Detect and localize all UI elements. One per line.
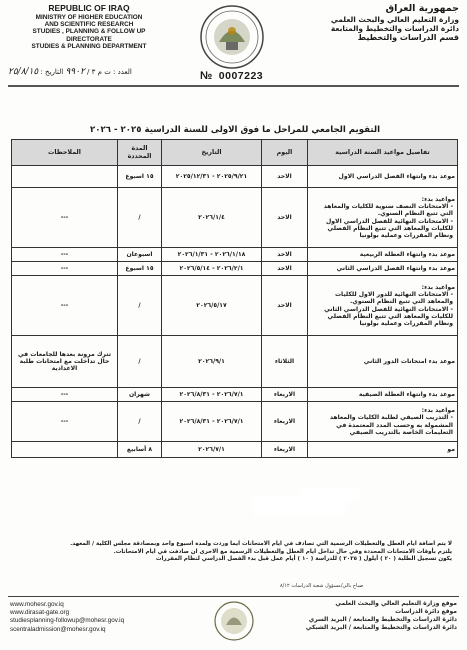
detail-cell [308, 262, 458, 276]
detail-cell [308, 188, 458, 248]
detail-item: - الامتحانات النهائية للفصل الدراسي الثاني للكليات والمعاهد التي تتبع النظام الفصلي ونظام المقررات وعملية بولونيا [310, 306, 453, 328]
serial-number [200, 70, 263, 82]
detail-cell [308, 402, 458, 442]
detail-title: مواعيد بدء: [421, 406, 455, 414]
redaction-blur [300, 488, 360, 502]
note-line: يلتزم بأوقات الامتحانات المحددة وفي حال تداخل ايام العطل والتعطيلات الرسمية مع الاخرى ان صادفت في ايام الامتحانات. [113, 548, 452, 555]
column-header: المدة المحددة [118, 140, 162, 166]
table-header-row [12, 140, 458, 166]
header-divider [8, 85, 459, 87]
header-ar-line: جمهورية العراق [385, 3, 459, 14]
date-cell: ٢٠٢٦/٢/١ - ٢٠٢٦/٥/١٤ [162, 262, 262, 276]
notes-cell: --- [12, 188, 118, 248]
detail-item: - التدريب الصيفي لطلبة الكليات والمعاهد المشمولة به وحسب المدد المعتمدة في التعليمات الخاصة بالتدريب الصيفي [310, 414, 453, 436]
column-header: اليوم [262, 140, 308, 166]
numero-sign: № [200, 70, 213, 82]
ministry-seal-icon [199, 4, 265, 70]
notes-cell [12, 442, 118, 458]
day-cell: الاربعاء [262, 388, 308, 402]
footer-link[interactable]: www.dirasat-gate.org [10, 609, 70, 617]
header-en-line: STUDIES , PLANNING & FOLLOW UP DIRECTORATE [32, 28, 146, 43]
column-header: تفاصيل مواعيد السنة الدراسية [308, 140, 458, 166]
header-ar-line: وزارة التعليم العالي والبحث العلمي [330, 14, 459, 24]
date-cell: ٢٠٢٦/١/٤ [162, 188, 262, 248]
footer-link[interactable]: www.mohesr.gov.iq [10, 601, 64, 608]
duration-cell: / [118, 276, 162, 336]
header-en-line: STUDIES & PLANNING DEPARTMENT [31, 43, 147, 51]
table-row [12, 166, 458, 188]
column-header: الملاحظات [12, 140, 118, 166]
duration-cell: / [118, 402, 162, 442]
date-cell: ٢٠٢٦/١/١٨ - ٢٠٢٦/١/٣١ [162, 248, 262, 262]
detail-list [310, 414, 455, 436]
detail-title: مواعيد بدء: [421, 283, 455, 291]
footer-link[interactable]: studiesplanning-followup@mohesr.gov.iq [10, 617, 125, 625]
footer-label: موقع وزارة التعليم العالي والبحث العلمي [335, 600, 457, 607]
duration-cell: / [118, 188, 162, 248]
detail-cell [308, 248, 458, 262]
header-en-line: REPUBLIC OF IRAQ [48, 3, 130, 13]
date-cell: ٢٠٢٦/٧/١ - ٢٠٢٦/٨/٣١ [162, 402, 262, 442]
column-header: التاريخ [162, 140, 262, 166]
notes-cell: --- [12, 388, 118, 402]
footer-label: موقع دائرة الدراسات [395, 607, 457, 615]
table-row [12, 276, 458, 336]
detail-title: موعد بدء وانتهاء العطلة الربيعية [359, 250, 455, 258]
footer-link[interactable]: scentraladmission@mohesr.gov.iq [10, 625, 106, 633]
detail-title: موعد بدء امتحانات الدور الثاني [363, 357, 455, 365]
day-cell: الثلاثاء [262, 336, 308, 388]
calendar-table [11, 139, 458, 458]
detail-item: - الامتحانات النهائية للدور الاول للكليات والمعاهد التي تتبع النظام السنوي. [310, 291, 453, 306]
reference-number: ٩٩٠٢ [65, 67, 85, 77]
detail-cell [308, 166, 458, 188]
table-row [12, 248, 458, 262]
note-line: لا يتم اضافة ايام العطل والتعطيلات الرسمية التي تصادف في ايام الامتحانات ايما وردت ولمدة اسبوع واحد وبمصادقة مجلس الكلية / المعهد. [70, 541, 452, 547]
detail-cell [308, 442, 458, 458]
detail-list [310, 291, 455, 328]
reference-line [8, 67, 208, 81]
reference-label: العدد : ت م ٣ / [87, 68, 132, 76]
reference-date: ٢٥/٨/١٥ [8, 67, 39, 77]
duration-cell: شهران [118, 388, 162, 402]
table-row [12, 442, 458, 458]
detail-title: موعد بدء وانتهاء الفصل الدراسي الاول [338, 172, 455, 180]
detail-title: مو [447, 445, 455, 453]
table-row [12, 336, 458, 388]
detail-title: موعد بدء وانتهاء العطلة الصيفية [358, 390, 455, 398]
duration-cell: ١٥ اسبوع [118, 166, 162, 188]
footer-labels [272, 600, 457, 632]
header-ar-line: دائرة الدراسات والتخطيط والمتابعة [330, 24, 459, 34]
day-cell: الاربعاء [262, 442, 308, 458]
day-cell: الاحد [262, 276, 308, 336]
detail-item: - الامتحانات النهائية للفصل الدراسي الاول للكليات والمعاهد التي تتبع النظام الفصلي ونظام المقررات وعملية بولونيا [310, 218, 453, 240]
detail-item: - الامتحانات النصف سنوية للكليات والمعاهد التي تتبع النظام السنوي. [310, 203, 453, 218]
day-cell: الاحد [262, 248, 308, 262]
date-cell: ٢٠٢٦/٩/١ [162, 336, 262, 388]
signature-line: صباح بالي/مسؤول شعبة الدراسات ٨/١٢ [280, 583, 364, 589]
date-cell: ٢٠٢٦/٧/١ [162, 442, 262, 458]
serial-value: 0007223 [218, 70, 264, 82]
notes-cell: --- [12, 262, 118, 276]
notes-cell: --- [12, 276, 118, 336]
notes-cell: تترك مرونة بعدها للجامعات في حال تداخلت مع امتحانات طلبة الاعدادية [12, 336, 118, 388]
notes-cell: --- [12, 402, 118, 442]
date-cell: ٢٠٢٦/٧/١ - ٢٠٢٦/٨/٣١ [162, 388, 262, 402]
day-cell: الاحد [262, 166, 308, 188]
header-en-line: MINISTRY OF HIGHER EDUCATION [35, 13, 143, 21]
notes-cell [12, 166, 118, 188]
date-cell: ٢٠٢٥/٩/٢١ - ٢٠٢٥/١٢/٣١ [162, 166, 262, 188]
table-row [12, 388, 458, 402]
table-row [12, 188, 458, 248]
day-cell: الاربعاء [262, 402, 308, 442]
duration-cell: ٨ أسابيع [118, 442, 162, 458]
notes-section [20, 541, 452, 564]
detail-cell [308, 276, 458, 336]
detail-cell [308, 336, 458, 388]
date-label: التاريخ : [40, 68, 64, 76]
header-ar-line: قسم الدراسات والتخطيط [357, 33, 459, 43]
table-row [12, 402, 458, 442]
header-arabic [294, 3, 459, 43]
day-cell: الاحد [262, 262, 308, 276]
table-row [12, 262, 458, 276]
footer-label: دائرة الدراسات والتخطيط والمتابعة / البريد الشبكي [305, 623, 457, 631]
detail-list [310, 203, 455, 240]
duration-cell: ١٥ اسبوع [118, 262, 162, 276]
date-cell: ٢٠٢٦/٥/١٧ [162, 276, 262, 336]
detail-title: مواعيد بدء: [421, 195, 455, 203]
header-en-line: AND SCIENTIFIC RESEARCH [44, 21, 134, 29]
detail-cell [308, 388, 458, 402]
ministry-logo-icon [213, 600, 255, 642]
document-title: التقويم الجامعي للمراحل ما فوق الاولى للسنة الدراسية ٢٠٢٥ - ٢٠٢٦ [89, 125, 381, 135]
duration-cell: / [118, 336, 162, 388]
footer-label: دائرة الدراسات والتخطيط والمتابعة / البريد السري [308, 615, 457, 623]
duration-cell: اسبوعان [118, 248, 162, 262]
notes-cell: --- [12, 248, 118, 262]
detail-title: موعد بدء وانتهاء الفصل الدراسي الثاني [336, 264, 455, 272]
footer-links [10, 601, 124, 634]
footer-divider [8, 596, 459, 597]
header-english [14, 4, 164, 51]
day-cell: الاحد [262, 188, 308, 248]
note-line: يكون تسجيل الطلبة ( ٢٠ ) أيلول ( ٢٠٢٥ ) للدراسة ( ١٠ ) أيام عمل قبل بدء الفصل الدراسي لنظام المقررات [155, 556, 452, 563]
